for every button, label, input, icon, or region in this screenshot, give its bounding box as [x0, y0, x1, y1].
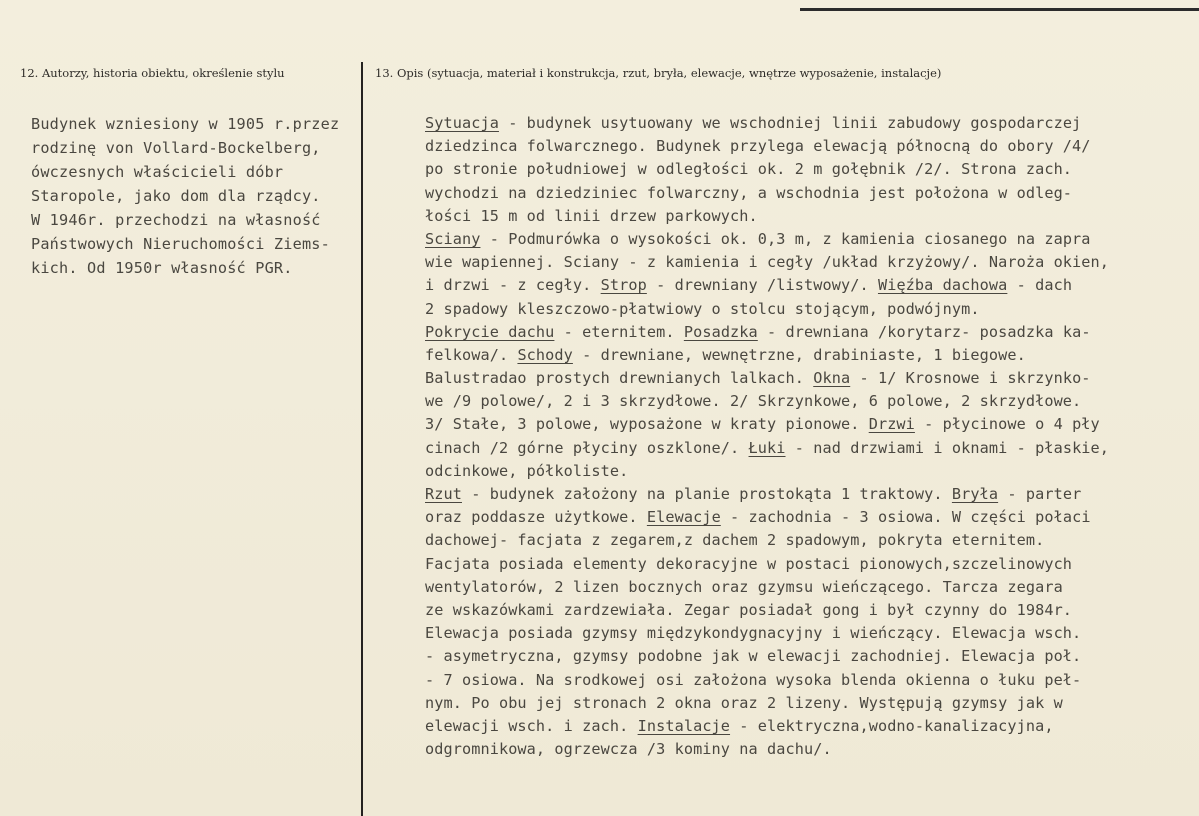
text-run: we /9 polowe/, 2 i 3 skrzydłowe. 2/ Skrzynkowe, 6 polowe, 2 skrzydłowe.	[425, 392, 1082, 411]
text-run: ze wskazówkami zardzewiała. Zegar posiadał gong i był czynny do 1984r.	[425, 600, 1073, 619]
section-13-line	[425, 367, 1165, 390]
text-run: wychodzi na dziedziniec folwarczny, a wschodnia jest położona w odleg-	[425, 183, 1073, 202]
section-12-line: Państwowych Nieruchomości Ziems-	[31, 235, 330, 253]
section-13-line	[425, 251, 1165, 274]
text-run: dziedzinca folwarcznego. Budynek przylega elewacją północną do obory /4/	[425, 137, 1091, 156]
section-13-line	[425, 321, 1165, 344]
text-run: - nad drzwiami i oknami - płaskie,	[785, 438, 1110, 457]
text-run: 2 spadowy kleszczowo-płatwiowy o stolcu stojącym, podwójnym.	[425, 299, 980, 318]
section-13-line	[425, 669, 1165, 692]
section-13-line	[425, 622, 1165, 645]
section-13-line	[425, 576, 1165, 599]
keyword-heading: Instalacje	[637, 716, 731, 735]
section-13-line	[425, 483, 1165, 506]
text-run: cinach /2 górne płyciny oszklone/.	[425, 438, 749, 457]
section-12-line: ówczesnych właścicieli dóbr	[31, 163, 284, 181]
section-13-line	[425, 112, 1165, 135]
text-run: - elektryczna,wodno-kanalizacyjna,	[730, 716, 1054, 735]
section-13-heading: 13. Opis (sytuacja, materiał i konstrukcja, rzut, bryła, elewacje, wnętrze wyposażenie, instalacje)	[375, 66, 942, 80]
section-13-line	[425, 506, 1165, 529]
text-run: Elewacja posiada gzymsy międzykondygnacyjny i wieńczący. Elewacja wsch.	[425, 624, 1082, 643]
text-run: po stronie południowej w odległości ok. 2 m gołębnik /2/. Strona zach.	[425, 160, 1073, 179]
section-13-line	[425, 205, 1165, 228]
keyword-heading: Łuki	[748, 438, 786, 457]
keyword-heading: Więźba dachowa	[877, 276, 1008, 295]
text-run: odgromnikowa, ogrzewcza /3 kominy na dachu/.	[425, 740, 832, 759]
section-13-line	[425, 390, 1165, 413]
section-13-line	[425, 135, 1165, 158]
section-13-line	[425, 182, 1165, 205]
section-13-line	[425, 692, 1165, 715]
keyword-heading: Strop	[600, 276, 647, 295]
text-run: - dach	[1007, 276, 1073, 295]
text-run: - budynek usytuowany we wschodniej linii zabudowy gospodarczej	[498, 114, 1082, 132]
section-13-line	[425, 460, 1165, 483]
section-12-line: kich. Od 1950r własność PGR.	[31, 259, 293, 277]
text-run: - parter	[998, 485, 1082, 503]
section-13-line	[425, 274, 1165, 297]
text-run: - budynek założony na planie prostokąta 1 traktowy.	[461, 485, 952, 503]
text-run: nym. Po obu jej stronach 2 okna oraz 2 lizeny. Występują gzymsy jak w	[425, 693, 1063, 712]
text-run: - drewniana /korytarz- posadzka ka-	[757, 322, 1091, 341]
section-13-line	[425, 344, 1165, 367]
keyword-heading: Pokrycie dachu	[425, 322, 555, 341]
section-13-line	[425, 738, 1165, 761]
section-12-line: Staropole, jako dom dla rządcy.	[31, 187, 321, 205]
text-run: dachowej- facjata z zegarem,z dachem 2 spadowym, pokryta eternitem.	[425, 531, 1045, 550]
keyword-heading: Bryła	[951, 485, 999, 503]
section-12-line: W 1946r. przechodzi na własność	[31, 211, 321, 229]
keyword-heading: Posadzka	[683, 322, 758, 341]
keyword-heading: Drzwi	[868, 415, 915, 434]
section-12-heading: 12. Autorzy, historia obiektu, określenie stylu	[20, 66, 285, 80]
keyword-heading: Sciany	[425, 229, 481, 248]
section-12-line: Budynek wzniesiony w 1905 r.przez	[31, 115, 340, 133]
section-13-line	[425, 228, 1165, 251]
section-13-text	[425, 112, 1165, 761]
section-12-line: rodzinę von Vollard-Bockelberg,	[31, 139, 321, 157]
text-run: - płycinowe o 4 pły	[914, 415, 1100, 434]
section-13-line	[425, 298, 1165, 321]
text-run: Facjata posiada elementy dekoracyjne w postaci pionowych,szczelinowych	[425, 554, 1073, 573]
text-run: - 7 osiowa. Na srodkowej osi założona wysoka blenda okienna o łuku peł-	[425, 670, 1082, 689]
text-run: oraz poddasze użytkowe.	[425, 508, 647, 527]
section-13-line	[425, 553, 1165, 576]
section-13-line	[425, 413, 1165, 436]
top-rule	[800, 8, 1199, 11]
text-run: elewacji wsch. i zach.	[425, 716, 638, 735]
section-12-text	[31, 112, 371, 280]
text-run: wentylatorów, 2 lizen bocznych oraz gzymsu wieńczącego. Tarcza zegara	[425, 577, 1063, 596]
keyword-heading: Elewacje	[646, 508, 721, 527]
text-run: - eternitem.	[554, 322, 684, 341]
section-13-line	[425, 529, 1165, 552]
keyword-heading: Sytuacja	[425, 114, 499, 132]
keyword-heading: Okna	[813, 369, 851, 388]
section-13-line	[425, 715, 1165, 738]
text-run: łości 15 m od linii drzew parkowych.	[425, 206, 758, 225]
text-run: - drewniane, wewnętrzne, drabiniaste, 1 biegowe.	[572, 345, 1026, 364]
section-13-line	[425, 599, 1165, 622]
section-13-line	[425, 645, 1165, 668]
section-13-line	[425, 158, 1165, 181]
text-run: - Podmurówka o wysokości ok. 0,3 m, z kamienia ciosanego na zapra	[480, 229, 1091, 248]
text-run: i drzwi - z cegły.	[425, 276, 601, 295]
text-run: wie wapiennej. Sciany - z kamienia i cegły /układ krzyżowy/. Naroża okien,	[425, 253, 1110, 272]
text-run: - 1/ Krosnowe i skrzynko-	[850, 369, 1091, 388]
text-run: - zachodnia - 3 osiowa. W części połaci	[720, 508, 1091, 527]
text-run: 3/ Stałe, 3 polowe, wyposażone w kraty pionowe.	[425, 415, 869, 434]
text-run: felkowa/.	[425, 345, 518, 364]
text-run: odcinkowe, półkoliste.	[425, 461, 629, 480]
keyword-heading: Schody	[517, 345, 573, 364]
text-run: Balustradao prostych drewnianych lalkach.	[425, 369, 814, 388]
section-13-line	[425, 437, 1165, 460]
text-run: - asymetryczna, gzymsy podobne jak w elewacji zachodniej. Elewacja poł.	[425, 647, 1082, 666]
keyword-heading: Rzut	[425, 485, 462, 503]
text-run: - drewniany /listwowy/.	[646, 276, 878, 295]
